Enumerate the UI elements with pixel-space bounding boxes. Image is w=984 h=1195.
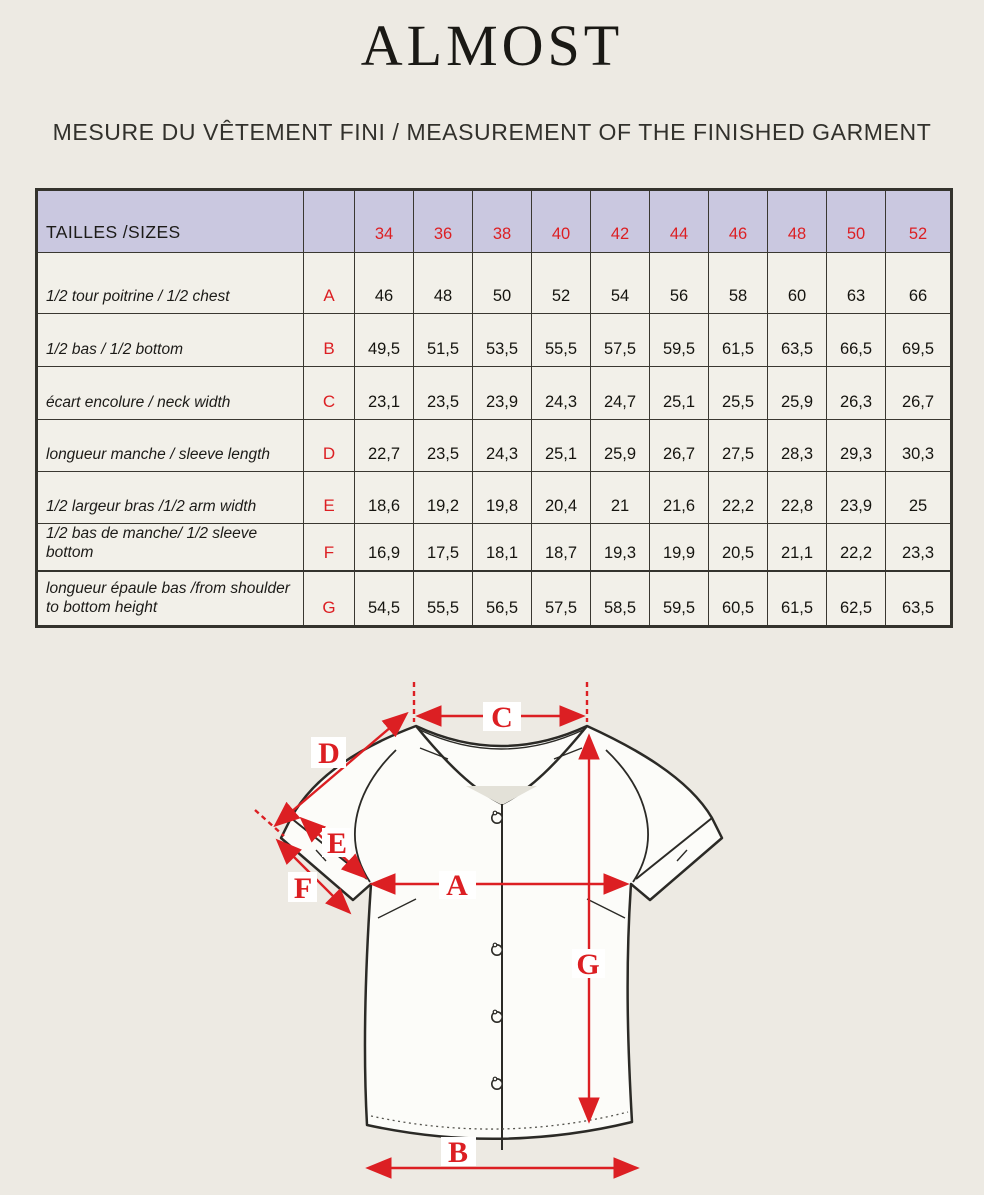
measurement-value: 23,5 bbox=[414, 420, 473, 472]
measurement-value: 24,3 bbox=[473, 420, 532, 472]
measurement-value: 62,5 bbox=[827, 571, 886, 627]
measurement-value: 23,9 bbox=[473, 367, 532, 420]
measurement-value: 61,5 bbox=[709, 314, 768, 367]
diagram-label-d: D bbox=[318, 736, 340, 770]
table-row-E bbox=[37, 472, 952, 524]
measurement-value: 46 bbox=[355, 253, 414, 314]
measurement-value: 21,1 bbox=[768, 524, 827, 571]
measurement-value: 53,5 bbox=[473, 314, 532, 367]
measurement-value: 19,8 bbox=[473, 472, 532, 524]
measurement-value: 56 bbox=[650, 253, 709, 314]
diagram-label-e: E bbox=[326, 826, 348, 860]
measurement-label: 1/2 largeur bras /1/2 arm width bbox=[37, 472, 304, 524]
measurement-value: 52 bbox=[532, 253, 591, 314]
measurement-value: 23,5 bbox=[414, 367, 473, 420]
table-row-D bbox=[37, 420, 952, 472]
measurement-value: 19,2 bbox=[414, 472, 473, 524]
measurement-value: 57,5 bbox=[591, 314, 650, 367]
measurement-value: 29,3 bbox=[827, 420, 886, 472]
page-title: ALMOST bbox=[360, 13, 624, 78]
measurement-value: 18,7 bbox=[532, 524, 591, 571]
diagram-label-f: F bbox=[293, 871, 313, 905]
table-header-row bbox=[37, 190, 952, 253]
measurement-value: 66 bbox=[886, 253, 952, 314]
measurement-value: 25,9 bbox=[768, 367, 827, 420]
measurement-value: 59,5 bbox=[650, 314, 709, 367]
table-row-B bbox=[37, 314, 952, 367]
measurement-letter: B bbox=[304, 314, 355, 367]
header-tailles-sizes: TAILLES /SIZES bbox=[37, 190, 304, 253]
measurement-value: 16,9 bbox=[355, 524, 414, 571]
measurement-value: 60 bbox=[768, 253, 827, 314]
measurement-value: 58,5 bbox=[591, 571, 650, 627]
measurement-value: 28,3 bbox=[768, 420, 827, 472]
measurement-value: 49,5 bbox=[355, 314, 414, 367]
measurement-label: 1/2 bas de manche/ 1/2 sleeve bottom bbox=[37, 524, 304, 571]
measurement-label: 1/2 bas / 1/2 bottom bbox=[37, 314, 304, 367]
garment-diagram bbox=[0, 652, 984, 1195]
measurement-value: 26,7 bbox=[886, 367, 952, 420]
button-loop bbox=[493, 811, 497, 815]
measurement-value: 56,5 bbox=[473, 571, 532, 627]
measurement-letter: C bbox=[304, 367, 355, 420]
measurement-value: 55,5 bbox=[532, 314, 591, 367]
measurement-value: 66,5 bbox=[827, 314, 886, 367]
measurement-value: 26,3 bbox=[827, 367, 886, 420]
measurement-value: 48 bbox=[414, 253, 473, 314]
table-row-G bbox=[37, 571, 952, 627]
size-column-header: 34 bbox=[355, 190, 414, 253]
measurement-value: 24,3 bbox=[532, 367, 591, 420]
size-column-header: 44 bbox=[650, 190, 709, 253]
size-column-header: 48 bbox=[768, 190, 827, 253]
measurement-value: 23,1 bbox=[355, 367, 414, 420]
measurement-value: 55,5 bbox=[414, 571, 473, 627]
measurement-value: 19,3 bbox=[591, 524, 650, 571]
measurement-value: 25,9 bbox=[591, 420, 650, 472]
measurement-value: 24,7 bbox=[591, 367, 650, 420]
measurement-value: 58 bbox=[709, 253, 768, 314]
button-loop bbox=[493, 943, 497, 947]
measurement-value: 17,5 bbox=[414, 524, 473, 571]
measurement-letter: G bbox=[304, 571, 355, 627]
size-column-header: 42 bbox=[591, 190, 650, 253]
measurement-value: 26,7 bbox=[650, 420, 709, 472]
measurement-label: longueur manche / sleeve length bbox=[37, 420, 304, 472]
measurement-value: 22,7 bbox=[355, 420, 414, 472]
measurement-value: 21 bbox=[591, 472, 650, 524]
size-column-header: 50 bbox=[827, 190, 886, 253]
button-loop bbox=[493, 1077, 497, 1081]
size-column-header: 46 bbox=[709, 190, 768, 253]
measurement-label: 1/2 tour poitrine / 1/2 chest bbox=[37, 253, 304, 314]
measurement-letter: D bbox=[304, 420, 355, 472]
measurements-table bbox=[35, 188, 953, 628]
measurement-value: 54,5 bbox=[355, 571, 414, 627]
table-row-A bbox=[37, 253, 952, 314]
size-column-header: 40 bbox=[532, 190, 591, 253]
measurement-value: 25,5 bbox=[709, 367, 768, 420]
header-letter-spacer bbox=[304, 190, 355, 253]
measurement-value: 50 bbox=[473, 253, 532, 314]
measurement-value: 18,6 bbox=[355, 472, 414, 524]
measurement-letter: F bbox=[304, 524, 355, 571]
measurement-label: longueur épaule bas /from shoulder to bottom height bbox=[37, 571, 304, 627]
measurement-value: 63,5 bbox=[886, 571, 952, 627]
size-column-header: 52 bbox=[886, 190, 952, 253]
measurement-value: 23,9 bbox=[827, 472, 886, 524]
measurement-value: 25,1 bbox=[532, 420, 591, 472]
diagram-label-c: C bbox=[491, 700, 513, 734]
table-row-F bbox=[37, 524, 952, 571]
measurement-letter: E bbox=[304, 472, 355, 524]
measurement-value: 30,3 bbox=[886, 420, 952, 472]
measurement-value: 19,9 bbox=[650, 524, 709, 571]
diagram-label-b: B bbox=[447, 1135, 469, 1169]
diagram-label-a: A bbox=[446, 868, 468, 902]
measurement-label: écart encolure / neck width bbox=[37, 367, 304, 420]
measurement-value: 20,5 bbox=[709, 524, 768, 571]
measurement-value: 25 bbox=[886, 472, 952, 524]
size-column-header: 36 bbox=[414, 190, 473, 253]
measurement-value: 51,5 bbox=[414, 314, 473, 367]
measurement-value: 22,2 bbox=[827, 524, 886, 571]
garment-drawing-svg bbox=[0, 652, 984, 1190]
measurement-value: 59,5 bbox=[650, 571, 709, 627]
size-chart-page bbox=[0, 12, 984, 1195]
measurement-value: 61,5 bbox=[768, 571, 827, 627]
measurement-value: 22,8 bbox=[768, 472, 827, 524]
measurement-value: 57,5 bbox=[532, 571, 591, 627]
measurement-value: 23,3 bbox=[886, 524, 952, 571]
table-body bbox=[37, 253, 952, 627]
measurement-value: 60,5 bbox=[709, 571, 768, 627]
measurement-value: 25,1 bbox=[650, 367, 709, 420]
page-subtitle: MESURE DU VÊTEMENT FINI / MEASUREMENT OF THE FINISHED GARMENT bbox=[52, 119, 932, 145]
measurement-value: 20,4 bbox=[532, 472, 591, 524]
table-row-C bbox=[37, 367, 952, 420]
measurement-value: 22,2 bbox=[709, 472, 768, 524]
button-loop bbox=[493, 1010, 497, 1014]
measurement-letter: A bbox=[304, 253, 355, 314]
size-column-header: 38 bbox=[473, 190, 532, 253]
diagram-label-g: G bbox=[576, 947, 600, 981]
measurement-value: 63 bbox=[827, 253, 886, 314]
measurement-value: 69,5 bbox=[886, 314, 952, 367]
measurement-value: 63,5 bbox=[768, 314, 827, 367]
measurement-value: 21,6 bbox=[650, 472, 709, 524]
measurement-value: 18,1 bbox=[473, 524, 532, 571]
measurement-value: 54 bbox=[591, 253, 650, 314]
measurement-value: 27,5 bbox=[709, 420, 768, 472]
